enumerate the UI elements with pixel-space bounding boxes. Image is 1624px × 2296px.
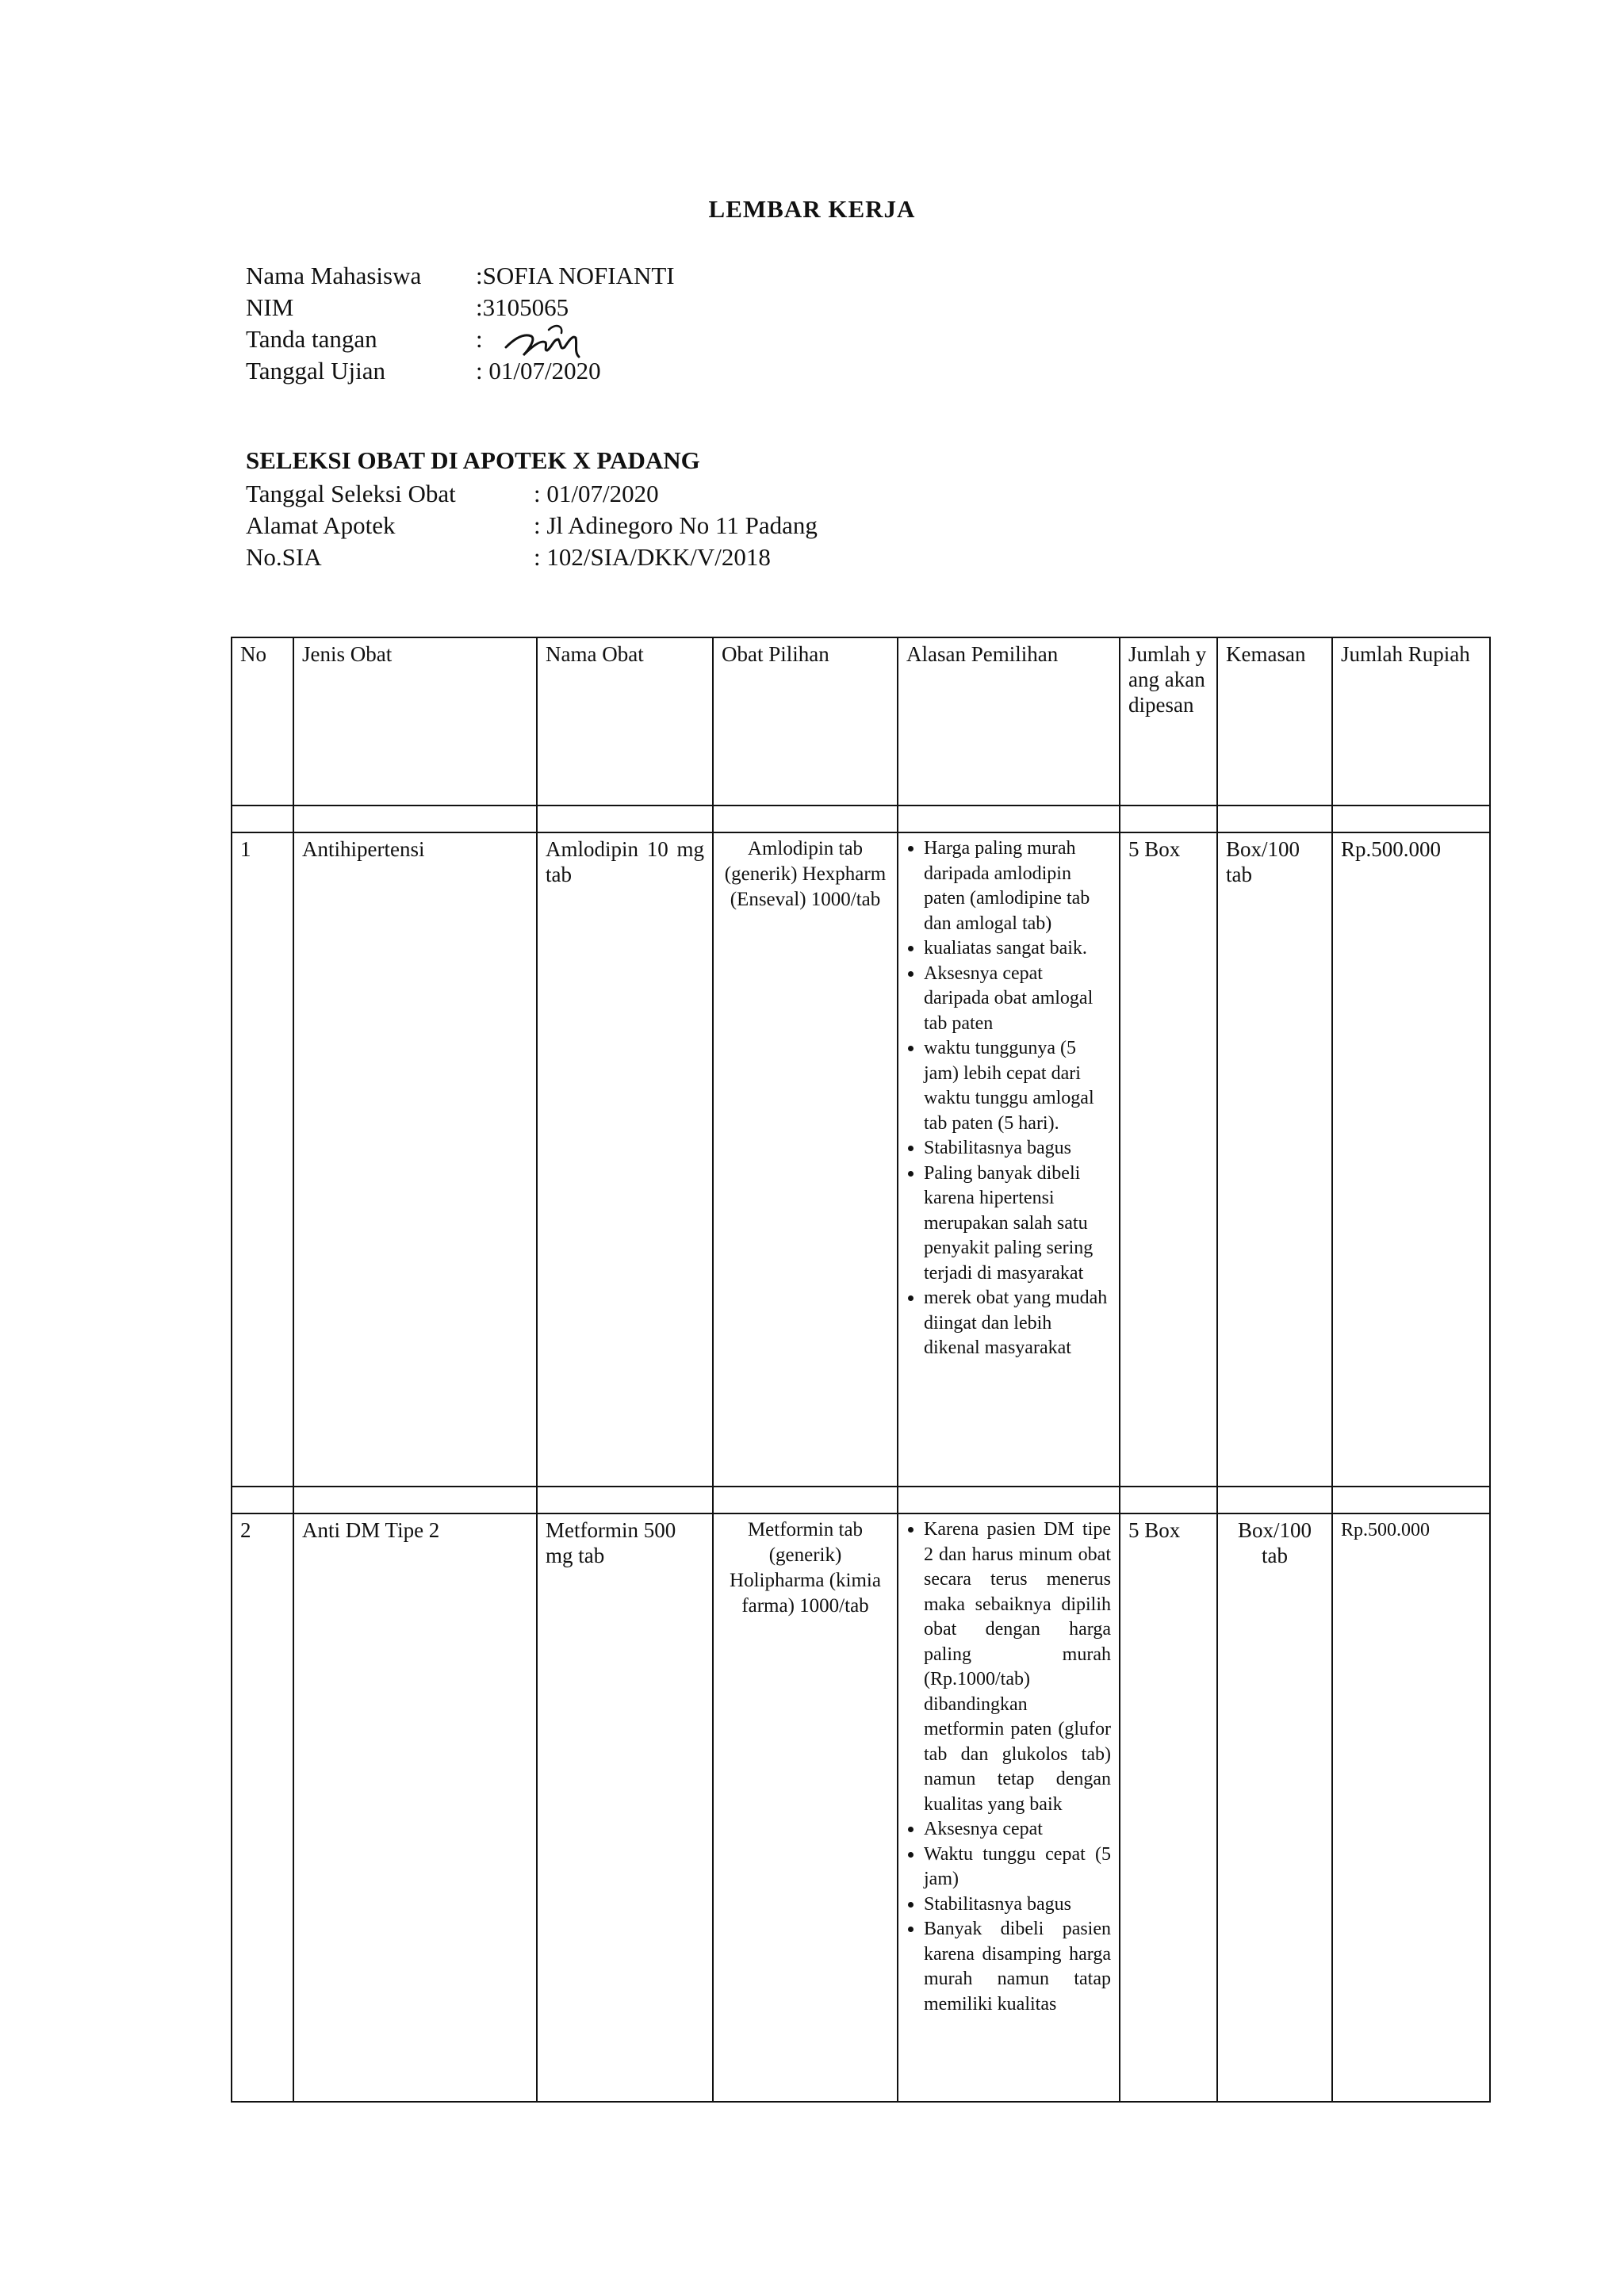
reason-item: • Aksesnya cepat daripada obat amlogal tab paten [924, 962, 1111, 1037]
header-pilihan: Obat Pilihan [713, 637, 898, 806]
table-spacer-row [232, 1487, 1490, 1513]
pharmacy-info [246, 478, 818, 573]
header-rupiah: Jumlah Rupiah [1332, 637, 1490, 806]
row-reasons [898, 832, 1120, 1487]
row-jenis: Antihipertensi [293, 832, 537, 1487]
row-rupiah: Rp.500.000 [1332, 1513, 1490, 2102]
row-nama: Metformin 500 mg tab [537, 1513, 713, 2102]
row-rupiah: Rp.500.000 [1332, 832, 1490, 1487]
student-info [246, 260, 675, 387]
section-title: SELEKSI OBAT DI APOTEK X PADANG [246, 446, 700, 474]
reason-item: • kualiatas sangat baik. [924, 936, 1111, 962]
row-nama: Amlodipin 10 mg tab [537, 832, 713, 1487]
drug-selection-table [231, 637, 1491, 2103]
reason-item: • merek obat yang mudah diingat dan lebih dikenal masyarakat [924, 1286, 1111, 1361]
name-label: Nama Mahasiswa [246, 262, 422, 289]
reason-item: • Karena pasien DM tipe 2 dan harus minum obat secara terus menerus maka sebaiknya dipilih obat dengan harga paling murah (Rp.1000/tab) dibandingkan metformin paten (glufor tab dan glukolos tab) namun tetap dengan kualitas yang baik [924, 1517, 1111, 1817]
reason-item: • Stabilitasnya bagus [924, 1892, 1111, 1918]
table-spacer-row [232, 806, 1490, 832]
reason-item: • Harga paling murah daripada amlodipin paten (amlodipine tab dan amlogal tab) [924, 836, 1111, 936]
nim-value: :3105065 [476, 293, 569, 321]
selection-date-value: : 01/07/2020 [534, 480, 659, 507]
row-jumlah: 5 Box [1120, 832, 1217, 1487]
sia-label: No.SIA [246, 543, 322, 571]
header-alasan: Alasan Pemilihan [898, 637, 1120, 806]
row-jenis: Anti DM Tipe 2 [293, 1513, 537, 2102]
table-row [232, 832, 1490, 1487]
exam-date-value: : 01/07/2020 [476, 357, 601, 385]
table-header-row [232, 637, 1490, 806]
header-jenis: Jenis Obat [293, 637, 537, 806]
header-jumlah: Jumlah yang akan dipesan [1120, 637, 1217, 806]
reason-item: • Waktu tunggu cepat (5 jam) [924, 1843, 1111, 1892]
page-title: LEMBAR KERJA [708, 195, 916, 223]
row-pilihan: Amlodipin tab (generik) Hexpharm (Enseval) 1000/tab [713, 832, 898, 1487]
header-kemasan: Kemasan [1217, 637, 1332, 806]
row-no: 1 [232, 832, 293, 1487]
row-no: 2 [232, 1513, 293, 2102]
name-value: :SOFIA NOFIANTI [476, 262, 675, 289]
address-value: : Jl Adinegoro No 11 Padang [534, 511, 818, 539]
row-pilihan: Metformin tab (generik) Holipharma (kimia farma) 1000/tab [713, 1513, 898, 2102]
nim-label: NIM [246, 293, 294, 321]
row-reasons [898, 1513, 1120, 2102]
sia-value: : 102/SIA/DKK/V/2018 [534, 543, 771, 571]
header-nama: Nama Obat [537, 637, 713, 806]
exam-date-label: Tanggal Ujian [246, 357, 386, 385]
reason-item: • Aksesnya cepat [924, 1817, 1111, 1843]
table-row [232, 1513, 1490, 2102]
row-kemasan: Box/100 tab [1217, 1513, 1332, 2102]
signature-colon: : [476, 325, 483, 353]
reason-item: • waktu tunggunya (5 jam) lebih cepat dari waktu tunggu amlogal tab paten (5 hari). [924, 1036, 1111, 1136]
row-jumlah: 5 Box [1120, 1513, 1217, 2102]
signature-icon [488, 323, 560, 355]
header-no: No [232, 637, 293, 806]
reason-item: • Stabilitasnya bagus [924, 1136, 1111, 1161]
reason-item: • Paling banyak dibeli karena hipertensi merupakan salah satu penyakit paling sering terjadi di masyarakat [924, 1161, 1111, 1287]
row-kemasan: Box/100 tab [1217, 832, 1332, 1487]
address-label: Alamat Apotek [246, 511, 396, 539]
selection-date-label: Tanggal Seleksi Obat [246, 480, 456, 507]
signature-label: Tanda tangan [246, 325, 377, 353]
reason-item: • Banyak dibeli pasien karena disamping harga murah namun tatap memiliki kualitas [924, 1917, 1111, 2017]
